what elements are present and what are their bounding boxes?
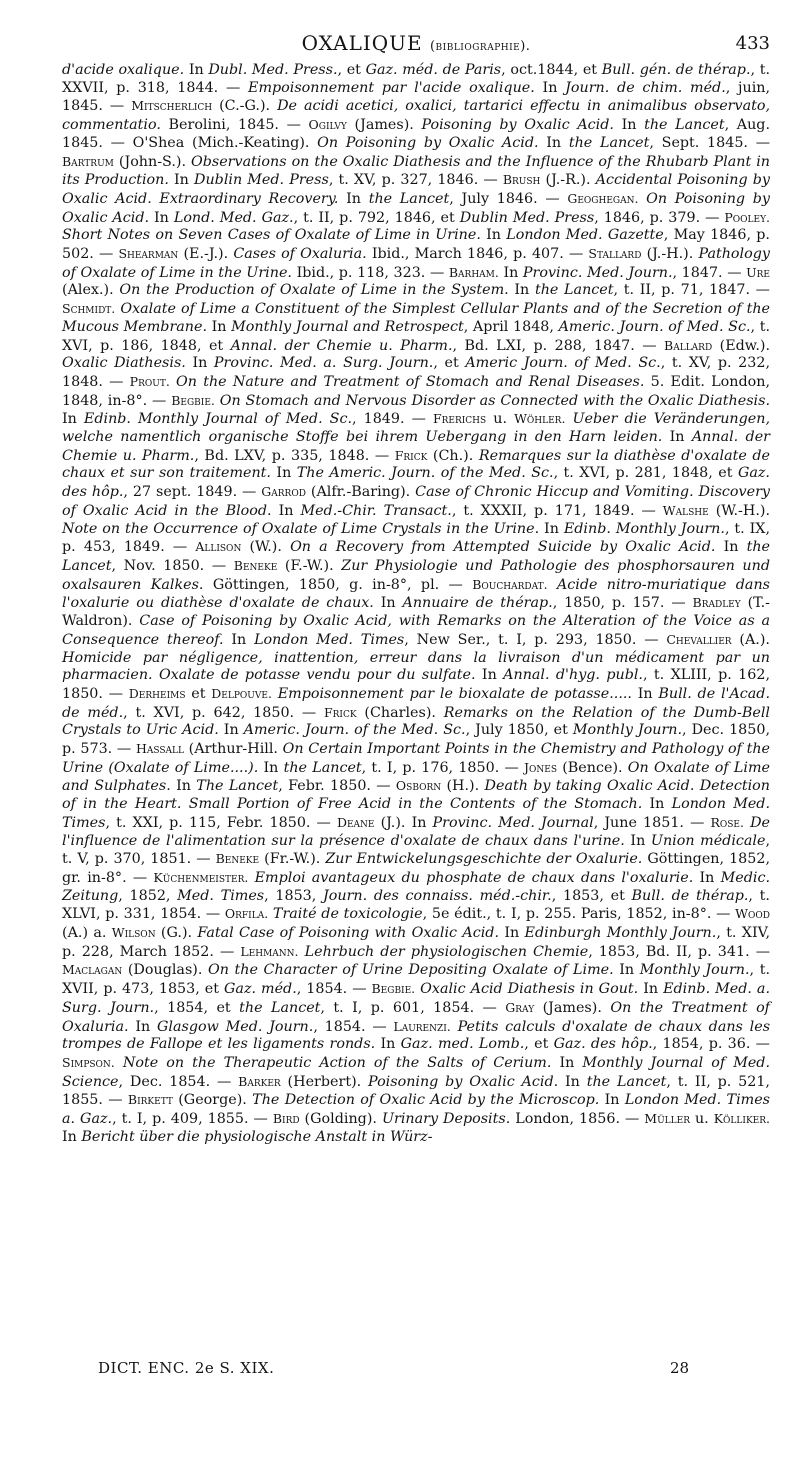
citation-text: (A.). [731, 631, 770, 648]
author-name: Beneke [233, 557, 278, 573]
citation-text: , 1846, p. 379. — [594, 209, 725, 226]
citation-text: , t. II, p. 71, 1847. — [613, 282, 770, 299]
author-name: Mitscherlich [131, 98, 213, 114]
citation-text: , t. V, p. 370, 1851. — [62, 832, 770, 868]
author-name: Küchenmeister. [153, 869, 249, 885]
citation-text: (C.-G.). [212, 98, 278, 115]
citation-text: In [149, 209, 174, 226]
italic-title-text: Lond. Med. Gaz. [173, 209, 294, 226]
author-name: Laurenzi. [393, 1018, 451, 1034]
italic-title-text: Gaz. des hôp. [62, 465, 770, 501]
citation-text: (George). [172, 1092, 253, 1109]
citation-text: , t. XVI, p. 186, 1848, et [62, 318, 771, 354]
italic-title-text: Annuaire de thérap. [402, 595, 553, 612]
citation-text: , Sept. 1845. — [649, 134, 770, 151]
citation-text: , New Ser., t. I, p. 293, 1850. — [404, 631, 667, 648]
italic-title-text: Petits calculs d'oxalate de chaux dans les trompes de Fallope et les ligaments ronds. [62, 1018, 771, 1053]
author-name: Lehmann. [240, 943, 299, 959]
citation-text: (T.-Waldron). [62, 595, 770, 630]
author-name: Geoghegan. [567, 190, 639, 206]
italic-title-text: Zur Physiologie und Pathologie des phosphorsauren und oxalsauren Kalkes. [62, 557, 770, 593]
italic-title-text: Monthly Journ. [572, 722, 683, 739]
author-name: Simpson. [62, 1054, 115, 1070]
citation-text: , 1854, p. 36. — [652, 1036, 770, 1053]
citation-text: Ibid., March 1846, p. 407. — [366, 246, 589, 263]
citation-text: , t. IX, p. 453, 1849. — [62, 520, 770, 556]
title-subtitle: (bibliographie). [429, 39, 531, 54]
italic-title-text: Provinc. Med. a. Surg. Journ. [213, 355, 434, 372]
italic-title-text: Case of Chronic Hiccup and Vomiting. Discovery of Oxalic Acid in the Blood. [62, 484, 770, 519]
citation-text: , 1852, [118, 887, 178, 904]
citation-text: (Charles). [356, 704, 444, 721]
italic-title-text: Provinc. Med. Journ. [522, 264, 673, 281]
author-name: Brush [502, 172, 541, 188]
italic-title-text: Gaz. méd. [224, 981, 297, 998]
citation-text: In [693, 869, 721, 886]
author-name: Garrod [261, 484, 306, 500]
signature-mark: DICT. ENC. 2e S. XIX. [98, 1359, 275, 1377]
page-title [62, 31, 770, 55]
running-header [62, 31, 770, 57]
citation-text: , Febr. 1850. — [278, 778, 396, 795]
citation-text: , t. XV, p. 327, 1846. — [328, 172, 503, 189]
italic-title-text: On a Recovery from Attempted Suicide by Oxalic Acid. [290, 539, 716, 556]
citation-text: , Nov. 1850. — [111, 557, 234, 574]
citation-text [548, 577, 557, 593]
author-name: Bartrum [62, 153, 114, 169]
citation-text: , t. XLVI, p. 331, 1854. — [62, 887, 770, 923]
italic-title-text: Edinb. Med. a. Surg. Journ. [62, 981, 770, 1016]
italic-title-text: Oxalic Diathesis. [62, 355, 186, 372]
citation-text: In [271, 502, 301, 519]
italic-title-text: On Poisoning by Oxalic Acid. [317, 134, 539, 151]
citation-text: (W.-H.). [708, 502, 770, 519]
citation-text: In [218, 722, 244, 739]
citation-text: , 27 sept. 1849. — [123, 484, 262, 501]
citation-text [638, 191, 646, 207]
citation-text: London, 1856. — [510, 1111, 645, 1128]
italic-title-text: Bericht über die physiologische Anstalt in Würz- [81, 1128, 433, 1145]
italic-title-text: Remarques sur la diathèse d'oxalate de chaux et sur son traitement. [62, 447, 771, 482]
italic-title-text: London Med. Times a. Gaz. [62, 1092, 770, 1128]
citation-text: (H.). [441, 778, 485, 795]
citation-text: , t. XIV, p. 228, March 1852. — [62, 925, 771, 960]
citation-text: In [534, 79, 566, 96]
italic-title-text: Oxalic Acid Diathesis in Gout. [420, 981, 639, 998]
italic-title-text: On Stomach and Nervous Disorder as Connected with the Oxalic Diathesis. [219, 392, 771, 409]
author-name: Barham. [448, 264, 499, 280]
italic-title-text: Empoisonnement par l'acide oxalique. [248, 79, 535, 96]
citation-text: , t. I, p. 176, 1850. — [361, 759, 524, 776]
citation-text: In [188, 62, 209, 78]
citation-text: In [223, 631, 255, 648]
citation-text: (E.-J.). [178, 246, 234, 263]
bibliography-text [62, 62, 770, 1146]
citation-text: , t. XLIII, p. 162, 1850. — [62, 667, 770, 702]
author-name: Beneke [215, 851, 260, 867]
italic-title-text: Provinc. Med. Journal [432, 814, 594, 831]
author-name: Begbie. [171, 392, 215, 408]
citation-text: , et [337, 62, 366, 78]
citation-text: et [185, 685, 212, 702]
author-name: Müller [644, 1111, 690, 1127]
italic-title-text: Monthly Journ. [639, 962, 750, 979]
author-name: Stallard [588, 246, 642, 262]
citation-text: In [338, 190, 369, 207]
italic-title-text: Oxalate of Lime a Constituent of the Simplest Cellular Plants and of the Secretion of the Mucous Membrane. [62, 301, 770, 335]
italic-title-text: London Med. Times [62, 796, 770, 831]
italic-title-text: Bull. de l'Acad. de méd. [62, 685, 770, 721]
author-name: Walshe [662, 502, 709, 518]
sheet-number: 28 [670, 1359, 690, 1377]
citation-text: (Ch.). [427, 447, 479, 464]
citation-text: In [715, 539, 747, 556]
citation-text: , July 1846. — [449, 190, 568, 207]
citation-text: (W.). [241, 539, 291, 556]
citation-text: , 1853, Bd. II, p. 341. — [588, 943, 771, 960]
author-name: Maclagan [62, 962, 123, 978]
italic-title-text: Case of Poisoning by Oxalic Acid, with Remarks on the Alteration of the Voice as a Consequence thereof. [62, 613, 770, 648]
italic-title-text: the Lancet [283, 759, 362, 776]
author-name: Prout. [129, 373, 170, 389]
citation-text: In [62, 1128, 82, 1145]
italic-title-text: On Oxalate of Lime and Sulphates. [62, 759, 770, 795]
author-name: Frick [323, 704, 357, 720]
citation-text: In [185, 355, 214, 372]
italic-title-text: Americ. Journ. of the Med. Sc. [243, 722, 466, 739]
citation-text: , 1854, et [154, 999, 240, 1016]
italic-title-text: the Lancet [568, 134, 650, 151]
italic-title-text: Traité de toxicologie [272, 906, 423, 923]
author-name: Frick [394, 447, 428, 463]
citation-text: (Herbert). [280, 1073, 369, 1090]
author-name: Begbie. [371, 981, 416, 997]
citation-text: , t. I, p. 601, 1854. — [320, 999, 506, 1016]
italic-title-text: Pathology of Oxalate of Lime in the Urine. [62, 246, 770, 281]
italic-title-text: Americ Journ. of Med. Sc. [465, 355, 661, 372]
citation-text: , 1850, p. 157. — [552, 595, 693, 612]
citation-text: In [128, 1018, 157, 1035]
italic-title-text: On Certain Important Points in the Chemistry and Pathology of the Urine (Oxalate of Lime....). [62, 741, 771, 776]
italic-title-text: Emploi avantageux du phosphate de chaux dans l'oxalurie. [254, 869, 694, 886]
author-name: Wood [735, 906, 770, 922]
italic-title-text: Bull. de thérap. [631, 887, 749, 904]
italic-title-text: On the Treatment of Oxaluria. [62, 999, 770, 1035]
italic-title-text: the Lancet [239, 999, 321, 1016]
author-name: Kölliker. [713, 1111, 770, 1127]
citation-text: (G.). [155, 925, 198, 942]
italic-title-text: Americ. Journ. of Med. Sc. [558, 318, 751, 335]
author-name: Ure [746, 264, 770, 280]
citation-text: In [631, 685, 659, 702]
citation-text: In [168, 172, 194, 189]
italic-title-text: Glasgow Med. Journ. [156, 1018, 314, 1035]
citation-text: In [62, 411, 84, 428]
citation-text: In [270, 465, 297, 482]
author-name: Chevallier [666, 631, 732, 647]
citation-text: , t. XXVII, p. 318, 1844. — [62, 62, 770, 96]
citation-text: , t. XXXII, p. 171, 1849. — [451, 502, 663, 519]
citation-text: (Douglas). [122, 962, 209, 979]
citation-text: , Bd. LXV, p. 335, 1848. — [194, 447, 395, 464]
citation-text: (Alex.). [62, 282, 120, 299]
author-name: Birkett [127, 1092, 173, 1108]
italic-title-text: Annal. der Chemie u. Pharm. [62, 429, 770, 464]
italic-title-text: London Med. Times [254, 631, 405, 648]
italic-title-text: Edinb. Monthly Journ. [563, 520, 725, 537]
citation-text: , Dec. 1854. — [118, 1073, 239, 1090]
citation-text: In [207, 318, 232, 335]
citation-text: , oct.1844, et [501, 62, 602, 78]
citation-text: In [170, 778, 197, 795]
citation-text: , t. I, p. 409, 1855. — [112, 1111, 273, 1128]
italic-title-text: The Detection of Oxalic Acid by the Microscop. [252, 1092, 600, 1109]
italic-title-text: Urinary Deposits. [381, 1111, 511, 1128]
citation-text: , April 1848, [463, 318, 559, 335]
citation-text: In [638, 981, 664, 998]
italic-title-text: London Med. Gazette [506, 227, 664, 244]
citation-text: In [373, 595, 403, 612]
italic-title-text: De acidi acetici, oxalici, tartarici effectu in animalibus observato, commentatio. [62, 98, 770, 134]
page-number: 433 [735, 33, 770, 54]
citation-text: (Alfr.-Baring). [305, 484, 416, 501]
italic-title-text: De l'influence de l'alimentation sur la présence d'oxalate de chaux dans l'urine. [62, 814, 771, 849]
italic-title-text: the Lancet [534, 282, 614, 299]
italic-title-text: Edinb. Monthly Journal of Med. Sc. [83, 411, 353, 428]
citation-text: , June 1851. — [593, 814, 711, 831]
italic-title-text: d'acide oxalique. [62, 62, 189, 78]
italic-title-text: Poisoning by Oxalic Acid. [368, 1073, 559, 1090]
italic-title-text: the Lancet [368, 190, 450, 207]
citation-text: In [613, 117, 645, 134]
italic-title-text: Gaz. des hôp. [553, 1036, 653, 1053]
italic-title-text: Zur Entwickelungsgeschichte der Oxalurie. [325, 851, 643, 868]
italic-title-text: the Lancet [586, 1073, 667, 1090]
author-name: Ogilvy [308, 117, 347, 133]
citation-text: , t. XVI, p. 642, 1850. — [123, 704, 324, 721]
italic-title-text: Death by taking Oxalic Acid. Detection of in the Heart. Small Portion of Free Acid in the Contents of the Stomach. [62, 778, 770, 813]
citation-text: In [551, 1054, 583, 1071]
author-name: Shearman [118, 246, 179, 262]
italic-title-text: Observations on the Oxalic Diathesis and the Influence of the Rhubarb Plant in its Production. [62, 153, 770, 189]
citation-text: (Arthur-Hill. [183, 741, 283, 758]
italic-title-text: On the Production of Oxalate of Lime in the System. [119, 282, 509, 299]
author-name: Osborn [395, 778, 442, 794]
italic-title-text: Medic. Zeitung [62, 869, 771, 904]
citation-text [565, 411, 572, 427]
citation-text: , 1849. — [352, 411, 433, 428]
citation-text: Göttingen, 1850, g. in-8°, pl. — [203, 576, 473, 593]
italic-title-text: Monthly Journal of Med. Science [62, 1054, 770, 1090]
author-name: Hassall [135, 741, 184, 757]
citation-text: , t. XV, p. 232, 1848. — [62, 355, 771, 390]
citation-text: , t. XXI, p. 115, Febr. 1850. — [105, 814, 337, 831]
citation-text: , 1853, et [551, 887, 632, 904]
citation-text: In [599, 1092, 625, 1109]
citation-text: , t. XVII, p. 473, 1853, et [62, 962, 770, 998]
author-name: Schmidt. [62, 301, 116, 317]
author-name: Bouchardat. [472, 576, 548, 592]
citation-text: In [480, 227, 507, 244]
italic-title-text: Journ. de chim. méd. [565, 79, 726, 96]
citation-text: (James). [346, 117, 422, 134]
citation-text: , Aug. 1845. — O'Shea (Mich.-Keating). [62, 117, 770, 151]
italic-title-text: Short Notes on Seven Cases of Oxalate of Lime in Urine. [62, 227, 481, 244]
italic-title-text: The Lancet [196, 778, 279, 795]
citation-text: In [662, 429, 692, 446]
italic-title-text: Homicide par négligence, inattention, erreur dans la livraison d'un médicament par un pharmacien. Oxalate de potasse vendu pour du sulfate. [62, 649, 770, 684]
citation-text: Göttingen, 1852, gr. in-8°. — [62, 851, 771, 886]
dictionary-page [62, 0, 770, 1457]
citation-text: In [499, 925, 525, 942]
italic-title-text: Bull. gén. de thérap. [601, 62, 751, 78]
italic-title-text: Note on the Therapeutic Action of the Salts of Cerium. [122, 1054, 552, 1071]
italic-title-text: Gaz. med. Lomb. [400, 1036, 525, 1053]
citation-text: (Fr.-W.). [259, 851, 326, 868]
author-name: Wöhler. [514, 411, 566, 427]
citation-text: u. [486, 411, 515, 428]
citation-text: , t. II, p. 521, 1855. — [62, 1073, 770, 1109]
italic-title-text: the Lancet [62, 539, 770, 574]
author-name: Wilson [111, 925, 156, 941]
author-name: Rose. [710, 814, 744, 830]
italic-title-text: Gaz. méd. de Paris [365, 62, 502, 78]
author-name: Pooley. [724, 209, 770, 225]
author-name: Bird [272, 1111, 300, 1127]
citation-text: u. [689, 1111, 714, 1128]
citation-text: (Bence). [557, 759, 628, 776]
citation-text: (John-S.). [113, 153, 191, 170]
author-name: Gray [505, 999, 535, 1015]
italic-title-text: On the Character of Urine Depositing Oxalate of Lime. [208, 962, 614, 979]
citation-text: , Dec. 1850, p. 573. — [62, 722, 770, 758]
title-word: OXALIQUE [301, 31, 423, 55]
citation-text: (J.). In [374, 814, 433, 831]
citation-text: , et [524, 1036, 554, 1053]
citation-text: In [375, 1036, 401, 1053]
author-name: Barker [238, 1073, 281, 1089]
citation-text: , juin, 1845. — [62, 79, 771, 115]
italic-title-text: Dublin Med. Press [459, 209, 595, 226]
citation-text: In [498, 264, 523, 281]
citation-text: Ibid., p. 118, 323. — [291, 264, 449, 281]
citation-text: (J.-H.). [641, 246, 699, 263]
italic-title-text: Journ. des connaiss. méd.-chir. [323, 887, 552, 904]
citation-text: In [258, 759, 284, 776]
author-name: Allison [195, 539, 242, 555]
citation-text: , Bd. LXI, p. 288, 1847. — [452, 337, 665, 354]
citation-text: In [558, 1073, 587, 1090]
author-name: Frerichs [432, 411, 487, 427]
italic-title-text: Monthly Journal and Retrospect [231, 318, 464, 335]
italic-title-text: On the Nature and Treatment of Stomach and Renal Diseases. [176, 373, 645, 390]
citation-text: , 1854. — [313, 1018, 394, 1035]
citation-text: In [508, 282, 535, 299]
author-name: Deane [336, 814, 375, 830]
citation-text: , t. II, p. 792, 1846, et [293, 209, 460, 226]
citation-text: , July 1850, et [465, 722, 573, 739]
citation-text: , 5e édit., t. I, p. 255. Paris, 1852, in-8°. — [422, 906, 736, 923]
citation-text: , 1853, [264, 887, 324, 904]
italic-title-text: Med.-Chir. Transact. [300, 502, 452, 519]
italic-title-text: Poisoning by Oxalic Acid. [421, 117, 614, 134]
italic-title-text: Annal. der Chemie u. Pharm. [230, 337, 453, 354]
citation-text: (J.-R.). [540, 172, 596, 189]
author-name: Derheims [128, 685, 186, 701]
italic-title-text: On Poisoning by Oxalic Acid. [62, 190, 770, 226]
citation-text: In [538, 134, 569, 151]
citation-text: In [539, 520, 564, 537]
citation-text: , t. XVI, p. 281, 1848, et [553, 465, 738, 482]
citation-text: (A.) a. [62, 925, 112, 942]
italic-title-text: Dublin Med. Press [194, 172, 329, 189]
italic-title-text: Med. Times [177, 887, 265, 904]
citation-text: (James). [534, 999, 611, 1016]
citation-text: (Golding). [299, 1111, 382, 1128]
italic-title-text: Note on the Occurrence of Oxalate of Lime Crystals in the Urine. [62, 520, 540, 537]
italic-title-text: Remarks on the Relation of the Dumb-Bell Crystals to Uric Acid. [62, 704, 770, 739]
author-name: Bradley [692, 595, 741, 611]
citation-text: In [642, 796, 672, 813]
italic-title-text: Annal. d'hyg. publ. [503, 667, 643, 684]
italic-title-text: Fatal Case of Poisoning with Oxalic Acid. [197, 925, 499, 942]
citation-text: (F.-W.). [277, 557, 342, 574]
italic-title-text: Ueber die Veränderungen, welche namentlich organische Stoffe bei ihrem Uebergang in den Harn leiden. [62, 411, 771, 446]
italic-title-text: Accidental Poisoning by Oxalic Acid. Extraordinary Recovery. [62, 172, 770, 207]
italic-title-text: the Lancet [644, 117, 725, 134]
italic-title-text: Cases of Oxaluria. [233, 246, 367, 263]
author-name: Ballard [664, 337, 713, 353]
citation-text [115, 1055, 123, 1071]
citation-text: In [613, 962, 640, 979]
italic-title-text: Edinburgh Monthly Journ. [524, 925, 717, 942]
italic-title-text: Empoisonnement par le bioxalate de potasse..... [277, 685, 632, 702]
citation-text: , et [433, 355, 466, 372]
citation-text: In [475, 667, 504, 684]
italic-title-text: Acide nitro-muriatique dans l'oxalurie ou diathèse d'oxalate de chaux. [62, 576, 770, 612]
citation-text: , 1854. — [296, 981, 372, 998]
citation-text: In [624, 832, 651, 849]
author-name: Jones [524, 759, 557, 775]
citation-text: , May 1846, p. 502. — [62, 227, 770, 263]
citation-text: Berolini, 1845. — [160, 117, 309, 134]
page-footer [62, 1359, 770, 1383]
citation-text: (Edw.). [712, 337, 770, 354]
italic-title-text: Dubl. Med. Press. [208, 62, 338, 78]
author-name: Orfila. [224, 906, 269, 922]
italic-title-text: The Americ. Journ. of the Med. Sc. [296, 465, 554, 482]
author-name: Delpouve. [211, 685, 272, 701]
italic-title-text: Union médicale [650, 832, 766, 849]
citation-text [451, 1019, 458, 1035]
italic-title-text: Lehrbuch der physiologischen Chemie [304, 943, 589, 960]
citation-text: , 1847. — [672, 264, 747, 281]
citation-text: 5. Edit. London, 1848, in-8°. — [62, 373, 770, 409]
